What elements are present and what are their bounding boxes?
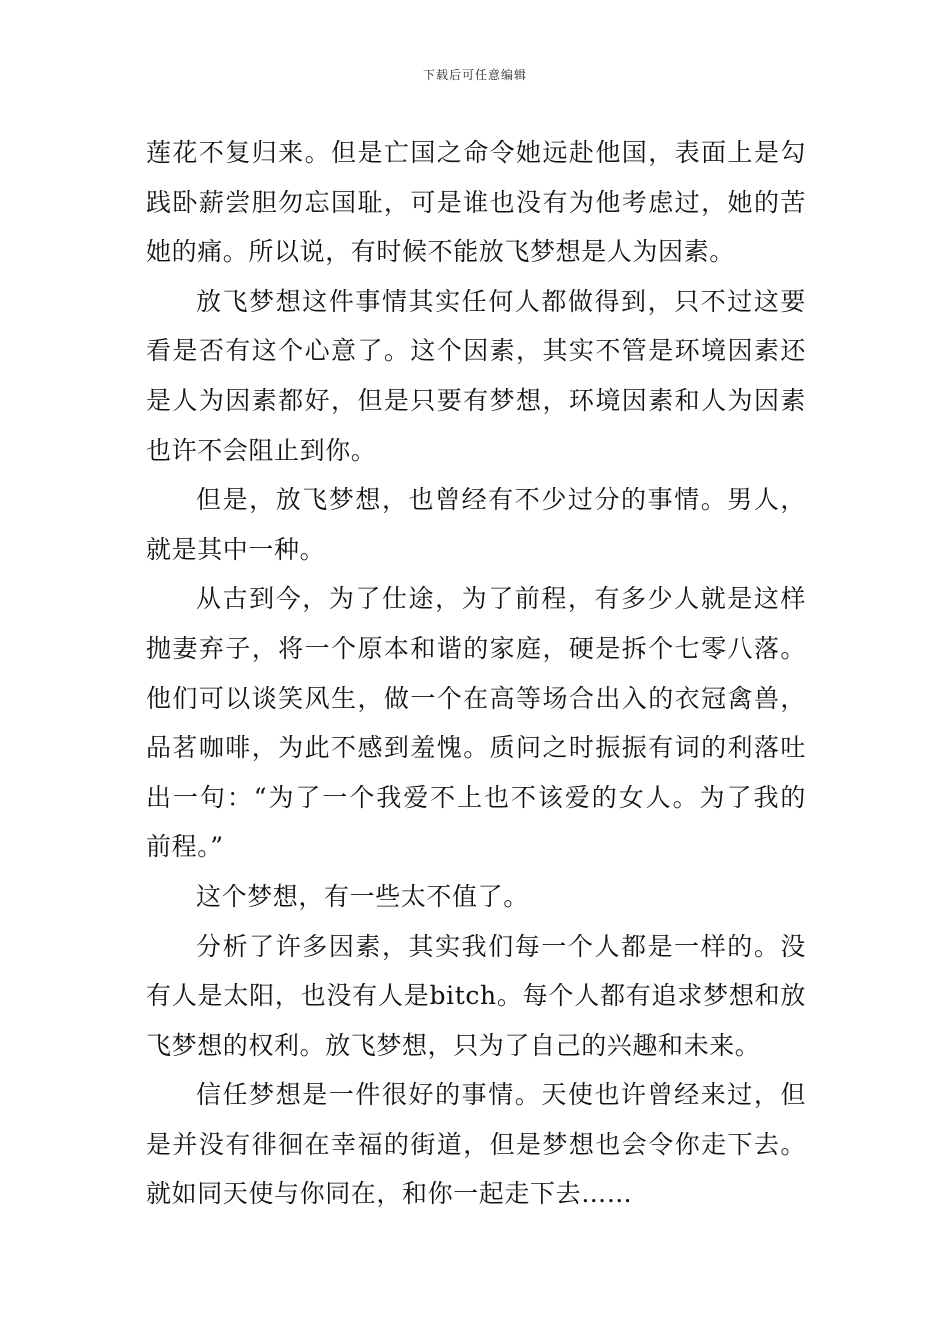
text-line: 就是其中一种。: [146, 534, 326, 564]
text-line: 是人为因素都好，但是只要有梦想，环境因素和人为因素: [146, 385, 806, 415]
text-line: 分析了许多因素，其实我们每一个人都是一样的。没: [196, 931, 806, 961]
paragraph: [146, 128, 806, 277]
paragraph: [146, 922, 806, 1071]
paragraph: [146, 475, 806, 574]
paragraph: [146, 1070, 806, 1219]
paragraph: [146, 574, 806, 872]
text-line: 飞梦想的权利。放飞梦想，只为了自己的兴趣和未来。: [146, 1030, 761, 1060]
text-line: 前程。”: [146, 832, 224, 862]
text-line: 但是，放飞梦想，也曾经有不少过分的事情。男人，: [196, 485, 806, 515]
text-line: 这个梦想，有一些太不值了。: [196, 881, 529, 911]
text-line: 从古到今，为了仕途，为了前程，有多少人就是这样: [196, 584, 806, 614]
text-line: 践卧薪尝胆勿忘国耻，可是谁也没有为他考虑过，她的苦: [146, 187, 806, 217]
text-line: 是并没有徘徊在幸福的街道，但是梦想也会令你走下去。: [146, 1129, 806, 1159]
paragraph: [146, 872, 806, 922]
page-header: 下载后可任意编辑: [422, 68, 527, 82]
text-line: 看是否有这个心意了。这个因素，其实不管是环境因素还: [146, 336, 806, 366]
text-line: 有人是太阳，也没有人是bitch。每个人都有追求梦想和放: [146, 981, 806, 1011]
text-line: 她的痛。所以说，有时候不能放飞梦想是人为因素。: [146, 237, 735, 267]
text-line: 他们可以谈笑风生，做一个在高等场合出入的衣冠禽兽，: [146, 683, 806, 713]
text-line: 也许不会阻止到你。: [146, 435, 377, 465]
document-body: [146, 128, 806, 1219]
text-line: 抛妻弃子，将一个原本和谐的家庭，硬是拆个七零八落。: [146, 633, 806, 663]
text-line: 信任梦想是一件很好的事情。天使也许曾经来过，但: [196, 1080, 806, 1110]
text-line: 品茗咖啡，为此不感到羞愧。质问之时振振有词的利落吐: [146, 733, 806, 763]
text-line: 放飞梦想这件事情其实任何人都做得到，只不过这要: [196, 286, 806, 316]
text-line: 就如同天使与你同在，和你一起走下去……: [146, 1179, 633, 1209]
paragraph: [146, 277, 806, 475]
text-line: 莲花不复归来。但是亡国之命令她远赴他国，表面上是勾: [146, 138, 806, 167]
text-line: 出一句：“为了一个我爱不上也不该爱的女人。为了我的: [146, 782, 806, 812]
